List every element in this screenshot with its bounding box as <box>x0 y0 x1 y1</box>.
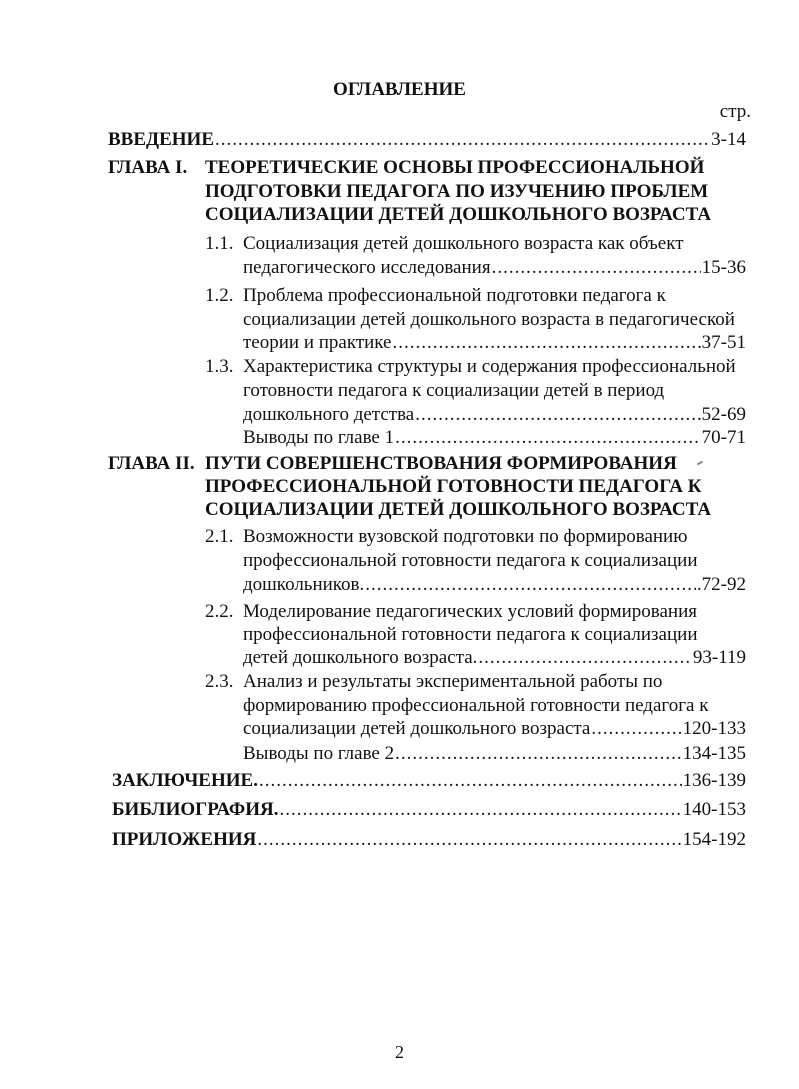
dot-leader <box>395 743 682 765</box>
entry-label: ПРИЛОЖЕНИЯ <box>112 829 257 850</box>
toc-entry-conclusion[interactable] <box>112 770 746 792</box>
chapter-1-title-line: ПОДГОТОВКИ ПЕДАГОГА ПО ИЗУЧЕНИЮ ПРОБЛЕМ <box>205 181 709 202</box>
dot-leader <box>259 770 682 792</box>
chapter-2-title-line: ПУТИ СОВЕРШЕНСТВОВАНИЯ ФОРМИРОВАНИЯ <box>205 453 677 474</box>
chapter-2-title-line: ПРОФЕССИОНАЛЬНОЙ ГОТОВНОСТИ ПЕДАГОГА К <box>205 476 702 497</box>
section-title-line: детей дошкольного возраста. <box>243 647 478 668</box>
entry-pages: 52-69 <box>701 404 746 425</box>
section-number: 2.1. <box>205 526 234 547</box>
section-title-line: Возможности вузовской подготовки по формированию <box>243 526 688 547</box>
section-title-line: Моделирование педагогических условий формирования <box>243 601 697 622</box>
section-title-line: социализации детей дошкольного возраста <box>243 718 591 739</box>
toc-entry-1-2[interactable] <box>243 332 746 354</box>
section-title-line: Анализ и результаты экспериментальной работы по <box>243 671 663 692</box>
entry-pages: 93-119 <box>692 647 746 668</box>
chapter-2-title-line: СОЦИАЛИЗАЦИИ ДЕТЕЙ ДОШКОЛЬНОГО ВОЗРАСТА <box>205 499 712 520</box>
entry-pages: 70-71 <box>701 427 746 448</box>
dot-leader <box>365 574 696 596</box>
section-title-line: Проблема профессиональной подготовки педагога к <box>243 285 666 306</box>
chapter-1-title-line: СОЦИАЛИЗАЦИИ ДЕТЕЙ ДОШКОЛЬНОГО ВОЗРАСТА <box>205 204 712 225</box>
section-title-line: теории и практике <box>243 332 392 353</box>
dot-leader <box>215 129 710 151</box>
entry-label: БИБЛИОГРАФИЯ. <box>112 799 279 820</box>
section-title-line: Социализация детей дошкольного возраста как объект <box>243 233 684 254</box>
chapter-1-label: ГЛАВА I. <box>108 157 188 178</box>
chapter-2-label: ГЛАВА II. <box>108 453 195 474</box>
dot-leader <box>415 404 700 426</box>
entry-pages: 3-14 <box>711 129 746 150</box>
toc-entry-2-2[interactable] <box>243 647 746 669</box>
section-number: 2.3. <box>205 671 234 692</box>
section-number: 1.1. <box>205 233 234 254</box>
chapter-1-title-line: ТЕОРЕТИЧЕСКИЕ ОСНОВЫ ПРОФЕССИОНАЛЬНОЙ <box>205 157 705 178</box>
entry-pages: 15-36 <box>701 257 746 278</box>
entry-pages: 120-133 <box>682 718 746 739</box>
toc-entry-appendices[interactable] <box>112 829 746 851</box>
section-title-line: Характеристика структуры и содержания профессиональной <box>243 356 736 377</box>
section-title-line: готовности педагога к социализации детей в период <box>243 380 665 401</box>
entry-pages: 37-51 <box>701 332 746 353</box>
scan-mark <box>697 461 703 466</box>
section-title-line: дошкольников. <box>243 574 365 595</box>
section-title-line: формированию профессиональной готовности педагога к <box>243 695 709 716</box>
section-title-line: дошкольного детства <box>243 404 415 425</box>
entry-label: Выводы по главе 2 <box>243 743 395 764</box>
entry-label: Выводы по главе 1 <box>243 427 395 448</box>
page-title: ОГЛАВЛЕНИЕ <box>333 79 466 100</box>
dot-leader <box>392 332 700 354</box>
dot-leader <box>492 257 701 279</box>
section-number: 1.2. <box>205 285 234 306</box>
toc-entry-intro[interactable] <box>108 129 746 151</box>
section-number: 1.3. <box>205 356 234 377</box>
dot-leader <box>280 799 682 821</box>
toc-entry-bibliography[interactable] <box>112 799 746 821</box>
section-title-line: профессиональной готовности педагога к социализации <box>243 550 698 571</box>
toc-entry-1-1[interactable] <box>243 257 746 279</box>
entry-label: ЗАКЛЮЧЕНИЕ. <box>112 770 258 791</box>
entry-pages: 140-153 <box>682 799 746 820</box>
toc-entry-2-3[interactable] <box>243 718 746 740</box>
dot-leader <box>478 647 691 669</box>
dot-leader <box>257 829 681 851</box>
toc-entry-2-1[interactable] <box>243 574 746 596</box>
entry-label: ВВЕДЕНИЕ <box>108 129 214 150</box>
toc-entry-conclusions-1[interactable] <box>243 427 746 449</box>
page-number: 2 <box>395 1042 404 1062</box>
entry-pages: 136-139 <box>682 770 746 791</box>
section-number: 2.2. <box>205 601 234 622</box>
section-title-line: социализации детей дошкольного возраста в педагогической <box>243 309 735 330</box>
section-title-line: профессиональной готовности педагога к социализации <box>243 624 698 645</box>
page-column-label: стр. <box>719 101 751 122</box>
dot-leader <box>591 718 681 740</box>
entry-pages: 154-192 <box>682 829 746 850</box>
entry-pages: .72-92 <box>696 574 746 595</box>
toc-entry-1-3[interactable] <box>243 404 746 426</box>
section-title-line: педагогического исследования <box>243 257 491 278</box>
toc-entry-conclusions-2[interactable] <box>243 743 746 765</box>
dot-leader <box>395 427 701 449</box>
entry-pages: 134-135 <box>682 743 746 764</box>
